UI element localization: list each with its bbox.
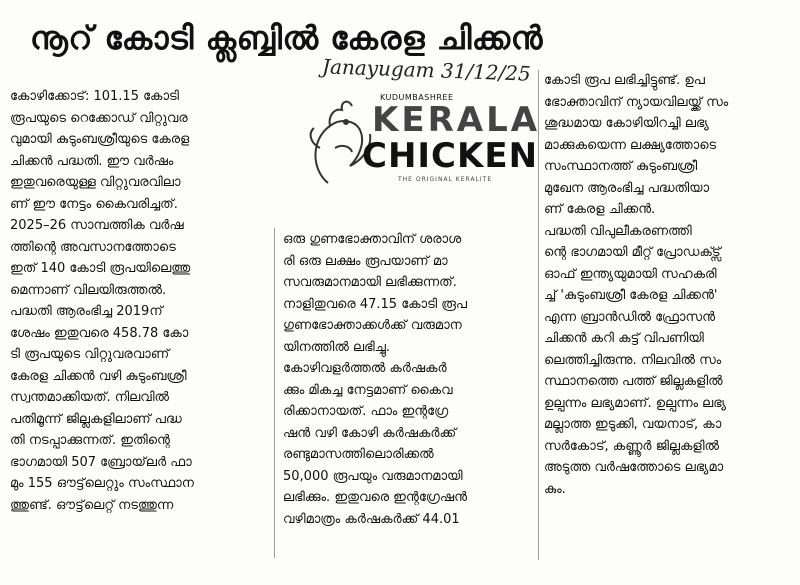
text-line: തി നടപ്പാക്കുന്നത്. ഇതിന്റെ — [10, 433, 170, 448]
text-line: യിനത്തിൽ ലഭിച്ചു. — [283, 339, 390, 355]
text-line: മല്ലാത്ത ഇടുക്കി, വയനാട്, കാ — [544, 417, 722, 432]
text-line: ശുദ്ധമായ കോഴിയിറച്ചി ലഭ്യ — [544, 116, 709, 131]
text-line: സവരുമാനമായി ലഭിക്കുന്നത്. — [283, 275, 457, 290]
text-line: 2025–26 സാമ്പത്തിക വർഷ — [10, 218, 184, 233]
text-line: ഗുണഭോക്താക്കൾക്ക് വരുമാന — [283, 318, 462, 333]
text-line: ച്ച് 'കുടുംബശ്രീ കേരള ചിക്കൻ' — [544, 288, 718, 303]
text-line: ഇതുവരെയുള്ള വിറ്റുവരവിലാ — [10, 175, 181, 190]
text-line: കേരള ചിക്കൻ വഴി കുടുംബശ്രീ — [10, 368, 187, 384]
headline: നൂറ് കോടി ക്ലബ്ബിൽ കേരള ചിക്കൻ — [30, 19, 543, 57]
text-line: വഴിമാത്രം കർഷകർക്ക് 44.01 — [283, 511, 460, 527]
text-line: ചിക്കൻ പദ്ധതി. ഈ വർഷം — [10, 153, 174, 169]
text-line: മെന്നാണ് വിലയിരുത്തൽ. — [10, 282, 167, 298]
text-line: സംസ്ഥാനത്ത് കുടുംബശ്രീ — [544, 159, 698, 174]
text-line: കും. — [544, 481, 566, 497]
text-line: 50,000 രൂപയും വരുമാനമായി — [283, 468, 463, 484]
text-line: ന്റെ ഭാഗമായി മീറ്റ് പ്രോഡക്ട്സ് — [544, 245, 721, 260]
text-line: ഇത് 140 കോടി രൂപയിലെത്തു — [10, 261, 191, 276]
text-line: മാക്കുകയെന്ന ലക്ഷ്യത്തോടെ — [544, 137, 717, 153]
text-line: ഷൻ വഴി കോഴി കർഷകർക്ക് — [283, 425, 457, 441]
logo-tagline: THE ORIGINAL KERALITE — [398, 176, 493, 183]
text-line: പദ്ധതി വിപുലീകരണത്തി — [544, 223, 692, 239]
text-line: ഉല്പന്നം ലഭ്യമാണ്. ഉല്പന്നം ലഭ്യ — [544, 395, 727, 411]
logo-kudumbashree-text: KUDUMBASHREE — [380, 93, 454, 102]
text-line: സ്ഥാനത്തെ പത്ത് ജില്ലകളിൽ — [544, 374, 723, 389]
text-line: വുമായി കുടുംബശ്രീയുടെ കേരള — [10, 132, 190, 147]
text-line: ഭാഗമായി 507 ബ്രോയ്‌ലർ ഫാ — [10, 454, 192, 470]
text-line: മുഖേന ആരംഭിച്ച പദ്ധതിയാ — [544, 180, 710, 196]
text-line: ത്തുണ്ട്. ഔട്ട്‌ലെറ്റ് നടത്തുന്ന — [10, 497, 174, 513]
logo-chicken-text: CHICKEN — [362, 136, 539, 176]
text-line: മും 155 ഔട്ട്‌ലെറ്റും സംസ്ഥാന — [10, 476, 194, 491]
text-line: കോടി രൂപ ലഭിച്ചിട്ടുണ്ട്. ഉപ — [544, 73, 705, 88]
text-line: സ്വന്തമാക്കിയത്. നിലവിൽ — [10, 390, 169, 405]
article-column-3 — [544, 70, 790, 500]
text-line: സർകോട്, കണ്ണൂർ ജില്ലകളിൽ — [544, 438, 720, 454]
text-line: ഒരു ഗുണഭോക്താവിന് ശരാശ — [283, 232, 462, 247]
text-line: കോഴിവളർത്തൽ കർഷകർ — [283, 361, 447, 376]
article-column-1 — [10, 86, 268, 516]
text-line: ക്കും മികച്ച നേട്ടമാണ് കൈവ — [283, 382, 453, 398]
text-line: ടി രൂപയുടെ വിറ്റുവരവാണ് — [10, 347, 170, 362]
handwritten-dateline: Janayugam 31/12/25 — [321, 54, 532, 86]
text-line: ണ് ഈ നേട്ടം കൈവരിച്ചത്. — [10, 196, 178, 212]
text-line: ശേഷം ഇതുവരെ 458.78 കോ — [10, 325, 189, 341]
text-line: ഭോക്താവിന് ന്യായവിലയ്ക്ക് സം — [544, 94, 729, 110]
column-divider — [274, 228, 275, 558]
text-line: നാളിതുവരെ 47.15 കോടി രൂപ — [283, 296, 468, 312]
text-line: ചിക്കൻ കറി കട്ട് വിപണിയി — [544, 331, 704, 346]
logo-kerala-text: KERALA — [372, 100, 541, 140]
text-line: ലഭിക്കും. ഇതുവരെ ഇന്റഗ്രേഷൻ — [283, 490, 468, 505]
text-line: രൂപയുടെ റെക്കോഡ് വിറ്റുവര — [10, 110, 188, 126]
text-line: പതിമൂന്ന് ജില്ലകളിലാണ് പദ്ധ — [10, 411, 182, 427]
article-column-2 — [283, 229, 531, 530]
text-line: രണ്ടുമാസത്തിലൊരിക്കൽ — [283, 447, 434, 462]
text-line: ത്തിന്റെ അവസാനത്തോടെ — [10, 239, 176, 255]
column-divider — [538, 70, 539, 560]
text-line: എന്ന ബ്രാൻഡിൽ ഫ്രോസൻ — [544, 309, 716, 325]
text-line: അടുത്ത വർഷത്തോടെ ലഭ്യമാ — [544, 460, 724, 475]
text-line: പദ്ധതി ആരംഭിച്ച 2019ന് — [10, 304, 163, 319]
text-line: ണ് കേരള ചിക്കൻ. — [544, 202, 656, 217]
text-line: കോഴിക്കോട്: 101.15 കോടി — [10, 89, 179, 104]
text-line: ഓഫ് ഇന്ത്യയുമായി സഹകരി — [544, 266, 717, 282]
text-line: രി ഒരു ലക്ഷം രൂപയാണ് മാ — [283, 253, 448, 269]
text-line: രിക്കാനായത്. ഫാം ഇന്റഗ്രേ — [283, 404, 449, 419]
text-line: ലെത്തിച്ചിരുന്നു. നിലവിൽ സം — [544, 352, 722, 368]
